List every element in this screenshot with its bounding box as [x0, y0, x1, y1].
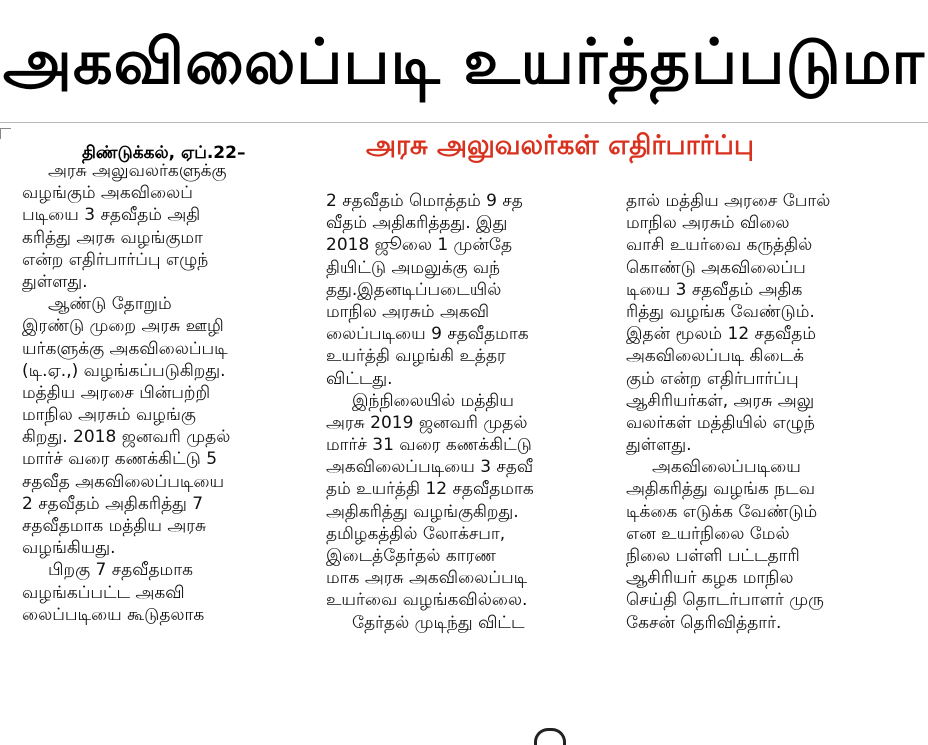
article-column-3: [626, 190, 912, 730]
article-line: கேசன் தெரிவித்தார்.: [626, 612, 782, 633]
article-line: கிறது. 2018 ஜனவரி முதல்: [22, 427, 231, 448]
article-line: சதவீதமாக மத்திய அரசு: [22, 516, 207, 536]
article-line: அரசு அலுவலர்களுக்கு: [48, 161, 227, 181]
article-line: அரசு 2019 ஜனவரி முதல்: [326, 412, 528, 433]
article-line: அகவிலைப்படியை: [652, 457, 801, 478]
article-line: வழங்கியது.: [22, 538, 116, 559]
article-line: தால் மத்திய அரசை போல்: [626, 191, 831, 211]
headline-divider: [0, 122, 928, 123]
article-line: துள்ளது.: [22, 271, 88, 292]
subheadline: அரசு அலுவலர்கள் எதிர்பார்ப்பு: [366, 130, 754, 161]
article-line: 2 சதவீதம் அதிகரித்து 7: [22, 493, 204, 514]
article-line: வாசி உயர்வை கருத்தில்: [626, 235, 813, 256]
article-line: ரித்து வழங்க வேண்டும்.: [626, 301, 815, 322]
article-line: விட்டது.: [326, 368, 393, 389]
article-line: கும் என்ற எதிர்பார்ப்பு: [626, 368, 799, 389]
article-line: டியை 3 சதவீதம் அதிக: [626, 279, 803, 300]
article-line: அதிகரித்து வழங்க நடவ: [626, 479, 815, 500]
article-line: என உயர்நிலை மேல்: [626, 523, 790, 544]
article-line: இரண்டு முறை அரசு ஊழி: [22, 316, 224, 337]
article-line: அகவிலைப்படி கிடைக்: [626, 346, 804, 367]
cut-off-glyph: [534, 728, 566, 745]
article-line: தமிழகத்தில் லோக்சபா,: [326, 523, 506, 544]
article-line: துள்ளது.: [626, 435, 692, 456]
crop-mark: [0, 128, 11, 139]
article-line: ஆண்டு தோறும்: [48, 294, 172, 315]
article-line: ஆசிரியர் கழக மாநில: [626, 568, 794, 589]
article-line: மார்ச் 31 வரை கணக்கிட்டு: [326, 435, 532, 456]
article-line: படியை 3 சதவீதம் அதி: [22, 205, 201, 226]
article-line: இடைத்தேர்தல் காரண: [326, 546, 497, 566]
article-line: உயர்த்தி வழங்கி உத்தர: [326, 346, 506, 367]
article-line: உயர்வை வழங்கவில்லை.: [326, 590, 528, 611]
article-column-1: [22, 160, 304, 730]
article-line: ஆசிரியர்கள், அரசு அலு: [626, 390, 815, 411]
article-line: கரித்து அரசு வழங்குமா: [22, 227, 203, 248]
article-line: வலர்கள் மத்தியில் எழுந்: [626, 412, 815, 433]
article-line: என்ற எதிர்பார்ப்பு எழுந்: [22, 249, 209, 270]
article-line: இதன் மூலம் 12 சதவீதம்: [626, 324, 817, 345]
article-line: மத்திய அரசை பின்பற்றி: [22, 382, 211, 403]
article-line: மாநில அரசும் விலை: [626, 213, 790, 234]
article-line: தியிட்டு அமலுக்கு வந்: [326, 257, 501, 278]
article-line: லைப்படியை 9 சதவீதமாக: [326, 324, 529, 345]
article-line: லைப்படியை கூடுதலாக: [22, 604, 205, 625]
article-line: தம் உயர்த்தி 12 சதவீதமாக: [326, 479, 534, 500]
article-line: சதவீத அகவிலைப்படியை: [22, 471, 225, 492]
article-line: பிறகு 7 சதவீதமாக: [48, 560, 193, 581]
article-line: (டி.ஏ.,) வழங்கப்படுகிறது.: [22, 360, 226, 381]
headline: அகவிலைப்படி உயர்த்தப்படுமா: [3, 25, 925, 98]
dateline: திண்டுக்கல், ஏப்.22–: [82, 143, 246, 163]
article-line: வழங்கப்பட்ட அகவி: [22, 582, 185, 603]
article-line: 2 சதவீதம் மொத்தம் 9 சத: [326, 191, 523, 211]
article-line: மாநில அரசும் வழங்கு: [22, 405, 196, 426]
article-line: மாநில அரசும் அகவி: [326, 301, 490, 322]
article-line: இந்நிலையில் மத்திய: [352, 390, 514, 411]
article-line: கொண்டு அகவிலைப்ப: [626, 257, 806, 278]
article-column-2: [326, 190, 608, 730]
article-line: மார்ச் வரை கணக்கிட்டு 5: [22, 449, 218, 470]
article-line: நிலை பள்ளி பட்டதாரி: [626, 546, 800, 566]
article-line: அதிகரித்து வழங்குகிறது.: [326, 501, 519, 522]
article-line: வழங்கும் அகவிலைப்: [22, 183, 193, 204]
article-line: செய்தி தொடர்பாளர் முரு: [626, 590, 824, 611]
article-line: அகவிலைப்படியை 3 சதவீ: [326, 457, 534, 478]
article-line: டிக்கை எடுக்க வேண்டும்: [626, 501, 818, 522]
article-line: மாக அரசு அகவிலைப்படி: [326, 568, 528, 589]
article-line: 2018 ஜூலை 1 முன்தே: [326, 235, 513, 256]
article-line: தது.இதனடிப்படையில்: [326, 279, 502, 300]
article-line: யர்களுக்கு அகவிலைப்படி: [22, 338, 228, 359]
article-line: வீதம் அதிகரித்தது. இது: [326, 213, 508, 234]
article-line: தேர்தல் முடிந்து விட்ட: [352, 612, 525, 633]
